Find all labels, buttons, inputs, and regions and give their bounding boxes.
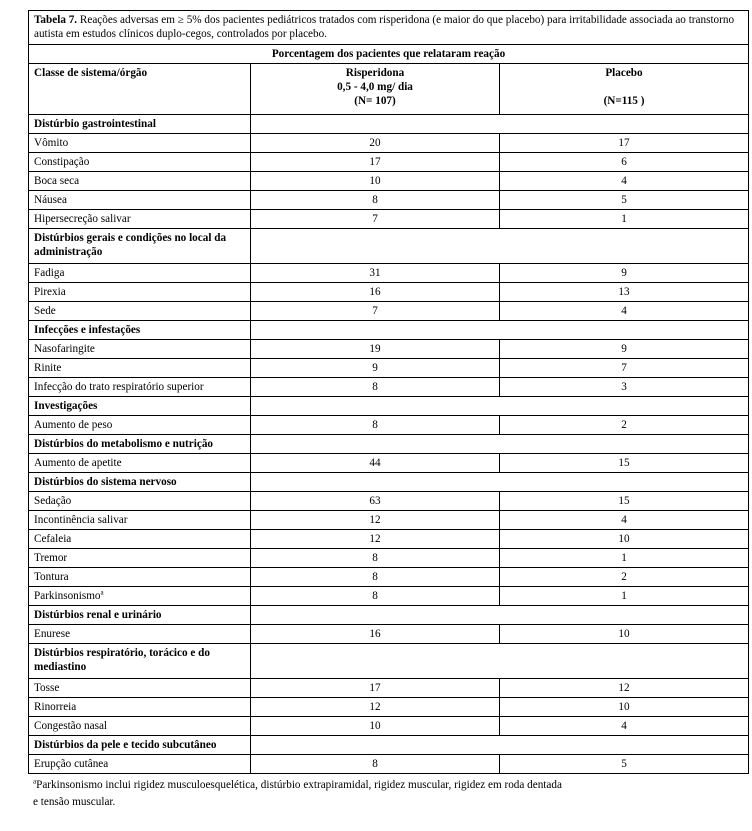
reaction-label-text: Rinite [34, 362, 62, 374]
placebo-value: 10 [500, 698, 749, 717]
reaction-label-text: Rinorreia [34, 701, 77, 713]
reaction-label [29, 302, 251, 321]
table-caption-row [29, 11, 749, 45]
group-row [29, 435, 749, 454]
placebo-value: 6 [500, 153, 749, 172]
table-row [29, 625, 749, 644]
risperidone-value: 8 [251, 587, 500, 606]
group-row [29, 606, 749, 625]
table-row [29, 134, 749, 153]
reaction-label [29, 698, 251, 717]
table-row [29, 191, 749, 210]
placebo-value: 4 [500, 172, 749, 191]
header-col-risperidone [251, 64, 500, 115]
risperidone-value: 12 [251, 530, 500, 549]
placebo-value: 17 [500, 134, 749, 153]
reaction-label [29, 755, 251, 774]
table-row [29, 679, 749, 698]
table-caption [29, 11, 749, 45]
risperidone-value: 31 [251, 264, 500, 283]
risperidone-value: 8 [251, 549, 500, 568]
footnote-text-1: Parkinsonismo inclui rigidez musculoesquelética, distúrbio extrapiramidal, rigidez muscular, rigidez em roda dentada [36, 779, 562, 791]
document-page [28, 10, 748, 811]
reaction-label [29, 134, 251, 153]
risperidone-value: 8 [251, 755, 500, 774]
placebo-value: 15 [500, 492, 749, 511]
group-row [29, 115, 749, 134]
table-row [29, 378, 749, 397]
table-row [29, 416, 749, 435]
group-name: Distúrbios respiratório, torácico e do mediastino [29, 644, 251, 679]
risperidone-value: 17 [251, 153, 500, 172]
reaction-label [29, 283, 251, 302]
table-row [29, 283, 749, 302]
placebo-value: 1 [500, 587, 749, 606]
reaction-label [29, 340, 251, 359]
reaction-label-text: Fadiga [34, 267, 65, 279]
reaction-label-text: Sede [34, 305, 56, 317]
risperidone-value: 8 [251, 568, 500, 587]
placebo-value: 5 [500, 755, 749, 774]
reaction-label-text: Aumento de apetite [34, 457, 122, 469]
table-row [29, 568, 749, 587]
placebo-value: 4 [500, 511, 749, 530]
table-row [29, 698, 749, 717]
group-empty-cell [251, 473, 749, 492]
reaction-label-text: Tremor [34, 552, 68, 564]
group-empty-cell [251, 736, 749, 755]
reaction-label-text: Congestão nasal [34, 720, 108, 732]
group-name: Investigações [29, 397, 251, 416]
placebo-value: 5 [500, 191, 749, 210]
risperidone-value: 12 [251, 698, 500, 717]
adverse-reactions-table [28, 10, 749, 774]
reaction-label [29, 454, 251, 473]
risperidone-value: 20 [251, 134, 500, 153]
reaction-label [29, 511, 251, 530]
group-name: Distúrbios do sistema nervoso [29, 473, 251, 492]
reaction-label-text: Incontinência salivar [34, 514, 128, 526]
placebo-value: 7 [500, 359, 749, 378]
group-name: Distúrbios da pele e tecido subcutâneo [29, 736, 251, 755]
table-row [29, 359, 749, 378]
table-row [29, 302, 749, 321]
group-empty-cell [251, 644, 749, 679]
risperidone-value: 16 [251, 283, 500, 302]
table-row [29, 511, 749, 530]
risperidone-value: 10 [251, 172, 500, 191]
reaction-label [29, 549, 251, 568]
group-empty-cell [251, 115, 749, 134]
table-row [29, 264, 749, 283]
placebo-value: 4 [500, 717, 749, 736]
group-row [29, 397, 749, 416]
reaction-label [29, 153, 251, 172]
reaction-label [29, 210, 251, 229]
placebo-value: 1 [500, 549, 749, 568]
table-row [29, 340, 749, 359]
table-row [29, 530, 749, 549]
risperidone-value: 44 [251, 454, 500, 473]
risperidone-value: 8 [251, 416, 500, 435]
group-row [29, 736, 749, 755]
reaction-label [29, 359, 251, 378]
reaction-label-text: Boca seca [34, 175, 80, 187]
placebo-value: 10 [500, 530, 749, 549]
header-col-class: Classe de sistema/órgão [29, 64, 251, 115]
reaction-label-text: Sedação [34, 495, 72, 507]
header-col-placebo [500, 64, 749, 115]
group-name: Distúrbios gerais e condições no local da administração [29, 229, 251, 264]
group-empty-cell [251, 397, 749, 416]
risperidone-value: 17 [251, 679, 500, 698]
reaction-label-text: Enurese [34, 628, 71, 640]
header-placebo-n: (N=115 ) [603, 95, 645, 107]
group-name: Distúrbios do metabolismo e nutrição [29, 435, 251, 454]
reaction-label [29, 172, 251, 191]
placebo-value: 2 [500, 416, 749, 435]
risperidone-value: 8 [251, 191, 500, 210]
table-row [29, 153, 749, 172]
placebo-value: 9 [500, 264, 749, 283]
reaction-label-text: Vômito [34, 137, 69, 149]
placebo-value: 12 [500, 679, 749, 698]
risperidone-value: 8 [251, 378, 500, 397]
group-row [29, 229, 749, 264]
reaction-label [29, 492, 251, 511]
reaction-label-text: Cefaleia [34, 533, 72, 545]
footnote-mark: a [33, 777, 37, 786]
footnote-line-2: e tensão muscular. [33, 796, 116, 808]
group-name: Distúrbio gastrointestinal [29, 115, 251, 134]
risperidone-value: 10 [251, 717, 500, 736]
header-span: Porcentagem dos pacientes que relataram reação [29, 45, 749, 64]
placebo-value: 9 [500, 340, 749, 359]
placebo-value: 15 [500, 454, 749, 473]
header-row [29, 64, 749, 115]
reaction-label-text: Infecção do trato respiratório superior [34, 381, 204, 393]
placebo-value: 1 [500, 210, 749, 229]
header-risperidone-n: (N= 107) [354, 95, 396, 107]
reaction-label [29, 568, 251, 587]
table-row [29, 492, 749, 511]
group-empty-cell [251, 606, 749, 625]
reaction-label-text: Parkinsonismo [34, 590, 101, 602]
caption-label: Tabela 7. [34, 14, 78, 26]
footnote [28, 777, 748, 811]
risperidone-value: 63 [251, 492, 500, 511]
header-risperidone-name: Risperidona [345, 67, 405, 79]
risperidone-value: 12 [251, 511, 500, 530]
header-span-row [29, 45, 749, 64]
table-row [29, 717, 749, 736]
group-row [29, 644, 749, 679]
placebo-value: 13 [500, 283, 749, 302]
reaction-label-text: Tosse [34, 682, 60, 694]
reaction-label-text: Nasofaringite [34, 343, 95, 355]
footnote-ref: a [100, 588, 104, 597]
reaction-label [29, 264, 251, 283]
group-empty-cell [251, 321, 749, 340]
table-row [29, 210, 749, 229]
caption-text: Reações adversas em ≥ 5% dos pacientes pediátricos tratados com risperidona (e maior do que placebo) para irritabilidade associada ao transtorno autista em estudos clínicos duplo-cegos, controlados por placebo. [34, 14, 735, 40]
group-name: Distúrbios renal e urinário [29, 606, 251, 625]
table-row [29, 454, 749, 473]
reaction-label-text: Constipação [34, 156, 90, 168]
risperidone-value: 16 [251, 625, 500, 644]
reaction-label [29, 717, 251, 736]
group-row [29, 473, 749, 492]
placebo-value: 10 [500, 625, 749, 644]
reaction-label [29, 191, 251, 210]
reaction-label [29, 416, 251, 435]
group-empty-cell [251, 229, 749, 264]
table-row [29, 587, 749, 606]
placebo-value: 3 [500, 378, 749, 397]
group-empty-cell [251, 435, 749, 454]
placebo-value: 2 [500, 568, 749, 587]
risperidone-value: 19 [251, 340, 500, 359]
risperidone-value: 7 [251, 210, 500, 229]
reaction-label-text: Erupção cutânea [34, 758, 109, 770]
risperidone-value: 9 [251, 359, 500, 378]
reaction-label [29, 587, 251, 606]
reaction-label [29, 530, 251, 549]
table-row [29, 172, 749, 191]
group-name: Infecções e infestações [29, 321, 251, 340]
reaction-label-text: Pirexia [34, 286, 66, 298]
reaction-label [29, 679, 251, 698]
reaction-label-text: Náusea [34, 194, 67, 206]
reaction-label [29, 625, 251, 644]
footnote-line-1 [33, 777, 748, 794]
header-placebo-name: Placebo [605, 67, 643, 79]
header-risperidone-dose: 0,5 - 4,0 mg/ dia [337, 81, 413, 93]
reaction-label-text: Tontura [34, 571, 69, 583]
reaction-label [29, 378, 251, 397]
reaction-label-text: Hipersecreção salivar [34, 213, 131, 225]
table-row [29, 755, 749, 774]
table-row [29, 549, 749, 568]
risperidone-value: 7 [251, 302, 500, 321]
reaction-label-text: Aumento de peso [34, 419, 113, 431]
placebo-value: 4 [500, 302, 749, 321]
group-row [29, 321, 749, 340]
